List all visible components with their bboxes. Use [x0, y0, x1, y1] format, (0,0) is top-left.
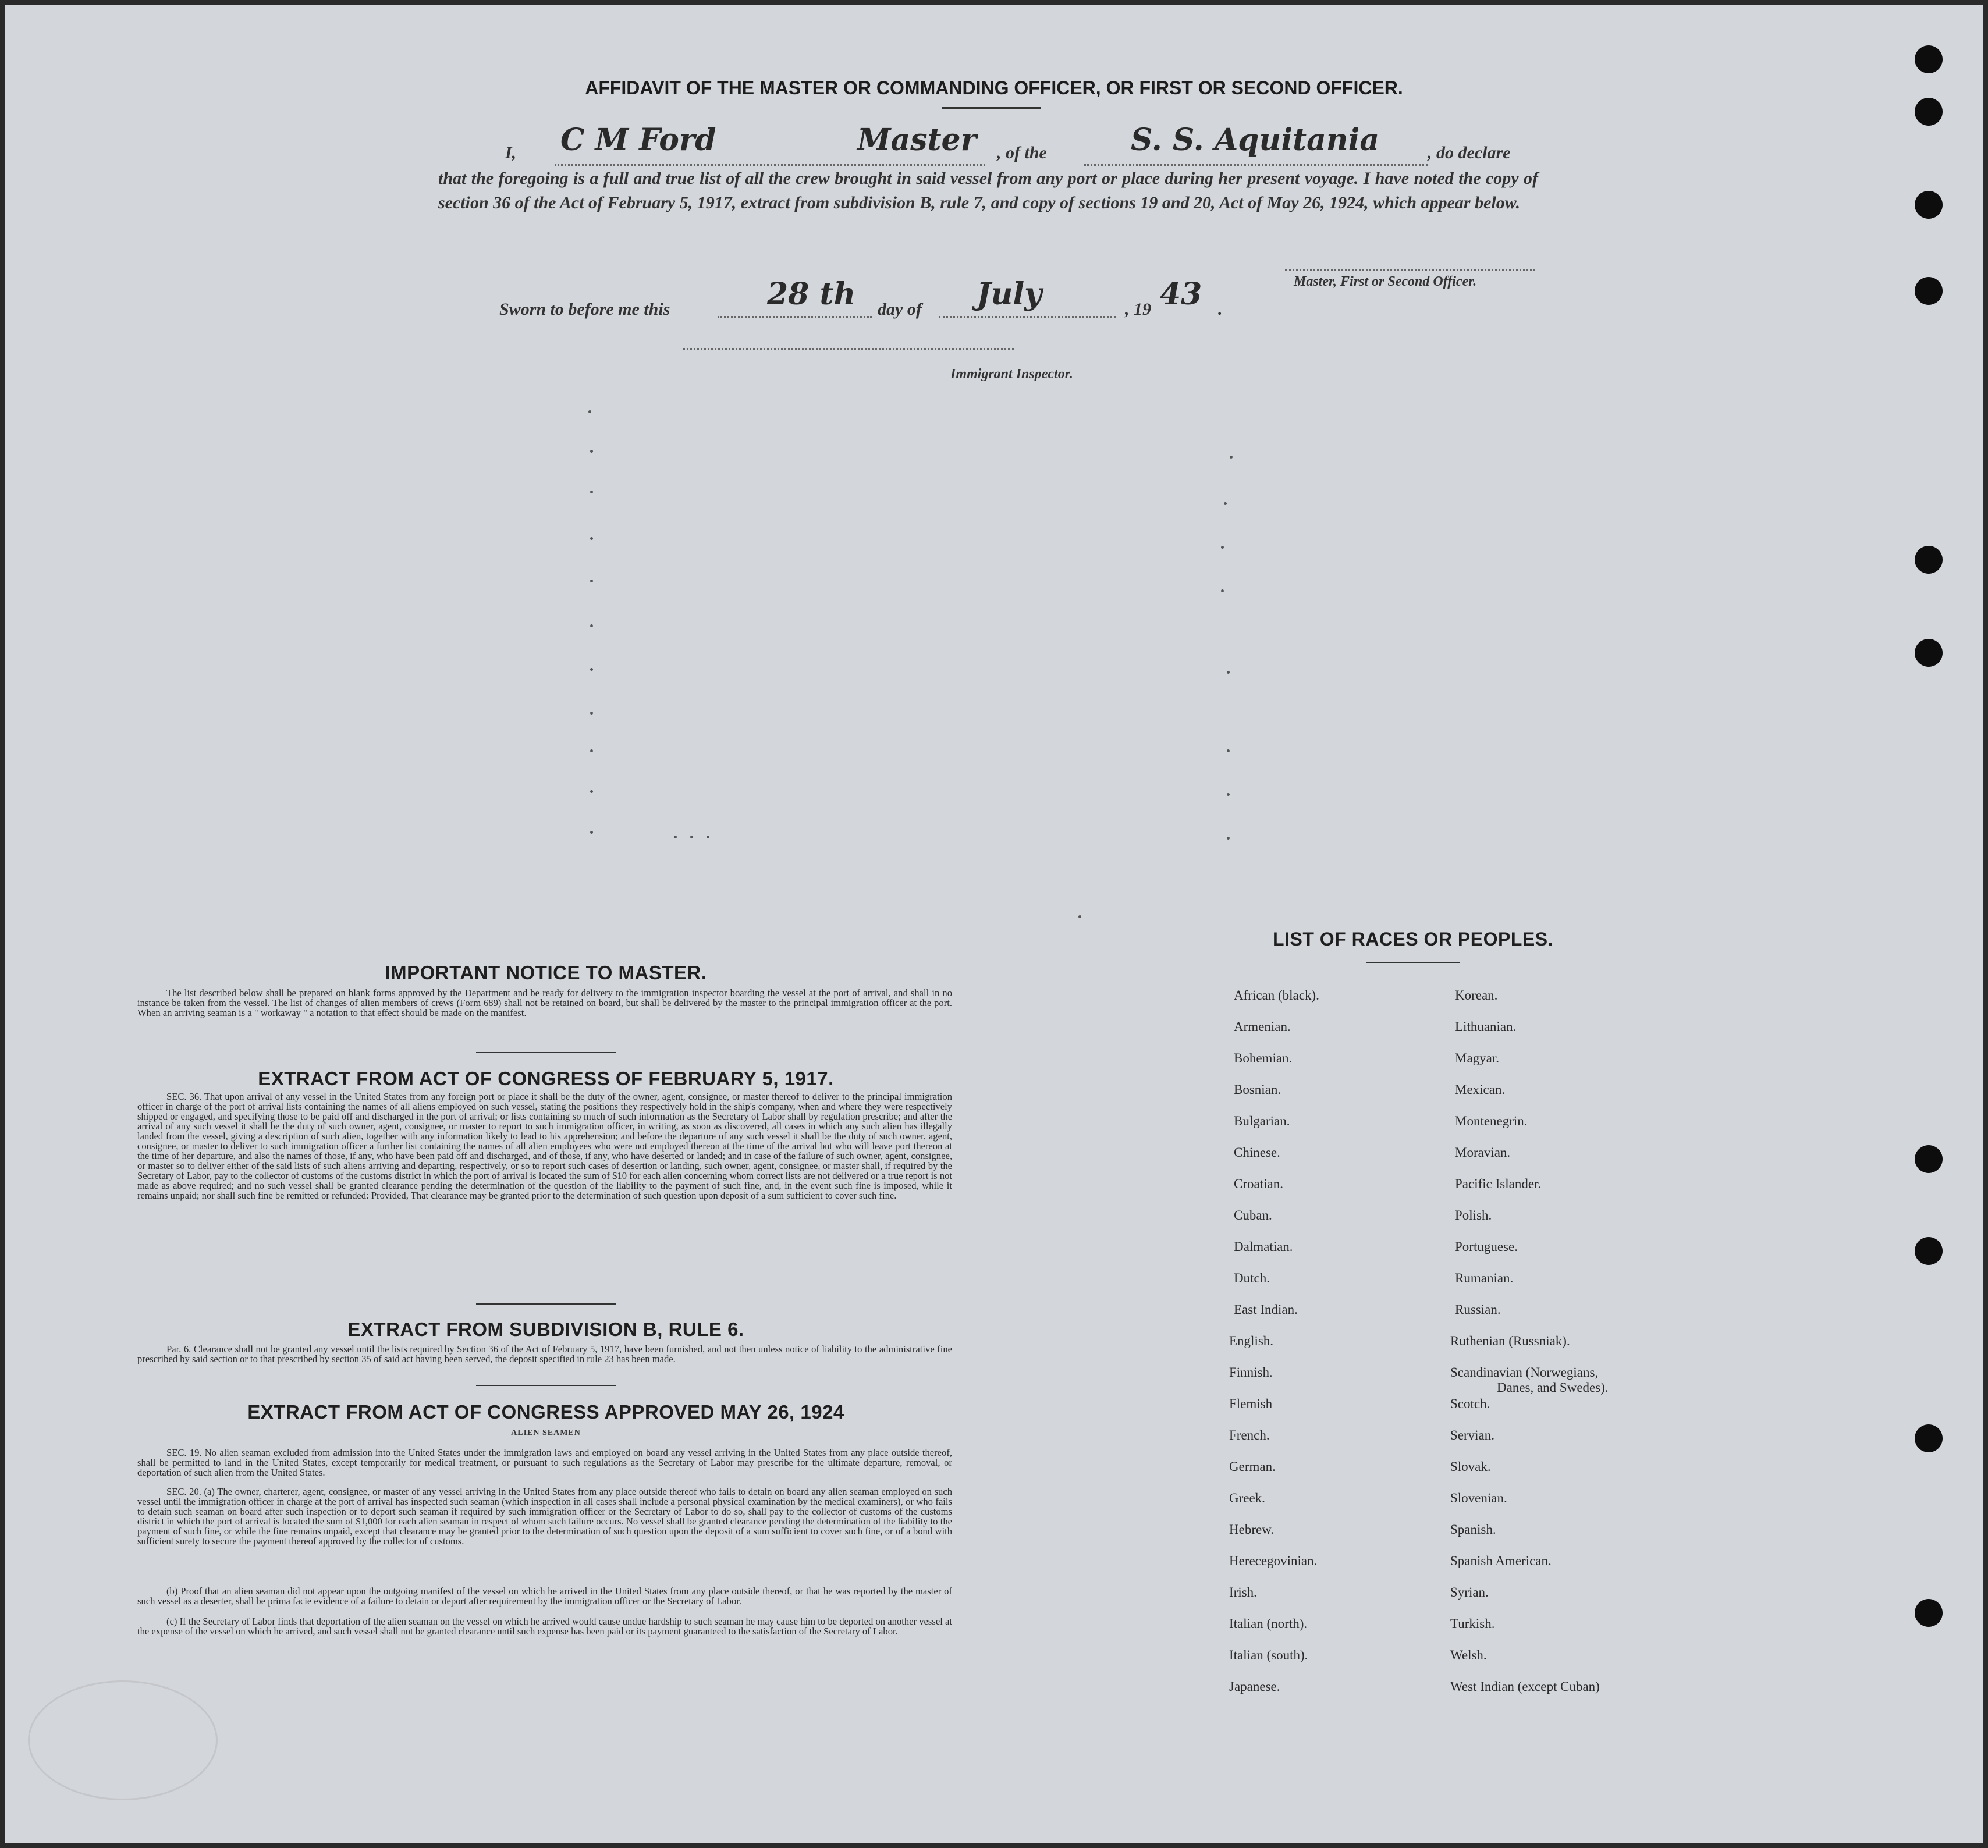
race-item: East Indian.	[1234, 1302, 1298, 1317]
notice-text: The list described below shall be prepared on blank forms approved by the Department and be ready for delivery to the immigration inspector boarding the vessel at the port of arrival, and shall in no instance be taken from the vessel. The list of changes of alien members of crews (Form 689) shall not be retained on board, but shall be delivered by the master to the principal immigration officer at the port. When an arriving seaman is a " workaway " a notation to that effect should be made on the manifest.	[137, 987, 952, 1018]
sworn-day: 28 th	[767, 276, 856, 312]
form-dot	[1224, 502, 1227, 505]
race-item: Spanish American.	[1450, 1554, 1552, 1568]
race-item: Danes, and Swedes).	[1497, 1380, 1609, 1395]
race-item: Mexican.	[1455, 1082, 1506, 1097]
inspector-label: Immigrant Inspector.	[950, 367, 1073, 382]
vessel-name: S. S. Aquitania	[1131, 122, 1380, 158]
race-item: Armenian.	[1234, 1019, 1291, 1034]
notice-heading: IMPORTANT NOTICE TO MASTER.	[385, 962, 707, 983]
form-dot	[1078, 915, 1081, 918]
punch-hole	[1915, 1424, 1943, 1452]
race-item: African (black).	[1234, 988, 1319, 1003]
title-rule	[942, 107, 1041, 109]
race-item: Bosnian.	[1234, 1082, 1281, 1097]
race-item: West Indian (except Cuban)	[1450, 1679, 1600, 1694]
extract-1924-sec19: SEC. 19. No alien seaman excluded from admission into the United States under the immigration laws and employed on board any vessel arriving in the United States from any place outside thereof, shall be permitted to land in the United States, except temporarily for medical treatment, or pursuant to such regulations as the Secretary of Labor may prescribe for the ultimate departure, removal, or deportation of such alien from the United States.	[137, 1447, 952, 1478]
races-heading: LIST OF RACES OR PEOPLES.	[1273, 929, 1553, 950]
race-item: Greek.	[1229, 1491, 1265, 1505]
affidavit-body: that the foregoing is a full and true list of all the crew brought in said vessel from any port or place during her present voyage. I have noted the copy of section 36 of the Act of February 5, 1917, extract from subdivision B, rule 7, and copy of sections 19 and 20, Act of May 26, 1924, which appear below.	[438, 169, 1538, 212]
form-dot	[707, 836, 709, 838]
race-item: German.	[1229, 1459, 1276, 1474]
affidavit-title: AFFIDAVIT OF THE MASTER OR COMMANDING OFFICER, OR FIRST OR SECOND OFFICER.	[585, 77, 1403, 98]
race-item: Cuban.	[1234, 1208, 1272, 1222]
race-item: Syrian.	[1450, 1585, 1489, 1600]
form-dot	[1221, 589, 1224, 592]
race-item: Irish.	[1229, 1585, 1257, 1600]
master-name: C M Ford	[560, 122, 716, 158]
race-item: Spanish.	[1450, 1522, 1496, 1537]
race-item: Bohemian.	[1234, 1051, 1293, 1065]
punch-hole	[1915, 546, 1943, 574]
race-item: Hebrew.	[1229, 1522, 1275, 1537]
do-declare-text: , do declare	[1428, 143, 1511, 162]
race-item: Slovenian.	[1450, 1491, 1507, 1505]
race-item: Slovak.	[1450, 1459, 1491, 1474]
form-dot	[590, 668, 593, 671]
race-item: Croatian.	[1234, 1177, 1283, 1191]
race-item: Flemish	[1229, 1396, 1273, 1411]
race-item: Moravian.	[1455, 1145, 1511, 1160]
race-item: Italian (north).	[1229, 1616, 1308, 1631]
race-item: Italian (south).	[1229, 1648, 1308, 1662]
race-item: Chinese.	[1234, 1145, 1280, 1160]
race-item: Dutch.	[1234, 1271, 1270, 1285]
extract-1924-subheading: ALIEN SEAMEN	[511, 1428, 581, 1437]
punch-hole	[1915, 191, 1943, 219]
form-dot	[590, 537, 593, 540]
race-item: Magyar.	[1455, 1051, 1500, 1065]
race-item: Servian.	[1450, 1428, 1495, 1442]
stamp-impression	[28, 1680, 218, 1800]
race-item: Portuguese.	[1455, 1239, 1518, 1254]
year-end: .	[1218, 300, 1223, 319]
sworn-prefix: Sworn to before me this	[499, 300, 670, 319]
punch-hole	[1915, 1145, 1943, 1173]
form-dot	[590, 624, 593, 627]
name-line	[555, 164, 985, 166]
punch-hole	[1915, 45, 1943, 73]
form-dot	[1227, 793, 1230, 796]
form-dot	[590, 450, 593, 453]
pronoun: I,	[505, 143, 517, 162]
race-item: Ruthenian (Russniak).	[1450, 1334, 1570, 1348]
race-item: Russian.	[1455, 1302, 1501, 1317]
sworn-year: 43	[1160, 276, 1202, 312]
form-dot	[590, 491, 593, 493]
sworn-month: July	[977, 276, 1042, 312]
race-item: Scotch.	[1450, 1396, 1490, 1411]
races-rule	[1366, 962, 1460, 963]
form-dot	[1227, 749, 1230, 752]
punch-hole	[1915, 1599, 1943, 1627]
sworn-day-line	[718, 316, 872, 318]
race-item: Scandinavian (Norwegians,	[1450, 1365, 1599, 1380]
day-of-text: day of	[878, 300, 922, 319]
section-rule	[476, 1052, 616, 1053]
section-rule	[476, 1303, 616, 1305]
race-item: Lithuanian.	[1455, 1019, 1517, 1034]
affidavit-declaration-line	[438, 122, 1544, 169]
form-dot	[1227, 837, 1230, 840]
form-dot	[588, 410, 591, 413]
race-item: Herecegovinian.	[1229, 1554, 1318, 1568]
sworn-month-line	[939, 316, 1116, 318]
form-dot	[674, 836, 677, 838]
punch-hole	[1915, 277, 1943, 305]
vessel-line	[1084, 164, 1428, 166]
punch-hole	[1915, 639, 1943, 667]
race-item: Rumanian.	[1455, 1271, 1514, 1285]
punch-hole	[1915, 1237, 1943, 1265]
race-item: Pacific Islander.	[1455, 1177, 1542, 1191]
extract-rule6-heading: EXTRACT FROM SUBDIVISION B, RULE 6.	[347, 1319, 744, 1340]
form-dot	[1227, 671, 1230, 674]
punch-hole	[1915, 98, 1943, 126]
extract-1917-text: SEC. 36. That upon arrival of any vessel in the United States from any foreign port or place it shall be the duty of the owner, agent, consignee, or master thereof to deliver to the principal immigration officer in charge of the port of arrival lists containing the names of all aliens employed on such vessel, stating the positions they respectively hold in the ship's company, when and where they were respectively shipped or engaged, and specifying those to be paid off and discharged in the port of arrival; or lists containing so much of such information as the Secretary of Labor shall by regulation prescribe; and after the arrival of any such vessel it shall be the duty of such owner, agent, consignee, or master to report to such immigration officer, in writing, as soon as discovered, all cases in which any such alien has illegally landed from the vessel, giving a description of such alien, together with any information likely to lead to his apprehension; and before the departure of any such vessel it shall be the duty of such owner, agent, consignee, or master to deliver to such immigration officer a further list containing the names of all alien employees who were not employed thereon at the time of the arrival but who will leave port thereon at the time of her departure, and also the names of those, if any, who have been paid off and discharged, and of those, if any, who have deserted or landed; and in case of the failure of such owner, agent, consignee, or master so to deliver either of the said lists of such aliens arriving and departing, respectively, or so to report such cases of desertion or landing, such owner, agent, consignee, or master shall, if required by the Secretary of Labor, pay to the collector of customs of the customs district in which the port of arrival is located the sum of $10 for each alien concerning whom correct lists are not delivered or a true report is not made as above required; and no such vessel shall be granted clearance pending the determination of the question of the liability to the payment of such fine, and, in the event such fine is imposed, while it remains unpaid; nor shall such fine be remitted or refunded: Provided, That clearance may be granted prior to the determination of such question upon deposit of a sum sufficient to cover such fine.	[137, 1091, 952, 1201]
race-item: Bulgarian.	[1234, 1114, 1290, 1128]
extract-1917-heading: EXTRACT FROM ACT OF CONGRESS OF FEBRUARY 5, 1917.	[258, 1068, 834, 1089]
extract-1924-heading: EXTRACT FROM ACT OF CONGRESS APPROVED MAY 26, 1924	[247, 1401, 844, 1423]
section-rule	[476, 1385, 616, 1386]
extract-1924-sec20b: (b) Proof that an alien seaman did not appear upon the outgoing manifest of the vessel on which he arrived in the United States from any place outside thereof, or that he was reported by the master of such vessel as a deserter, shall be prima facie evidence of a failure to detain or deport after requirement by the immigration officer or the Secretary of Labor.	[137, 1586, 952, 1607]
form-dot	[590, 831, 593, 834]
master-signature-label: Master, First or Second Officer.	[1294, 274, 1477, 289]
form-dot	[1221, 546, 1224, 549]
inspector-signature-line	[683, 348, 1014, 350]
year-prefix: , 19	[1125, 300, 1151, 319]
extract-1924-sec20a: SEC. 20. (a) The owner, charterer, agent, consignee, or master of any vessel arriving in the United States from any place outside thereof who fails to detain on board any alien seaman employed on such vessel until the immigration officer in charge at the port of arrival has inspected such seaman (which inspection in all cases shall include a personal physical examination by the medical examiners), or who fails to detain such seaman on board after such inspection or to deport such seaman if required by such immigration officer or the Secretary of Labor to do so, shall pay to the collector of customs of the customs district in which the port of arrival is located the sum of $1,000 for each alien seaman in respect of whom such failure occurs. No vessel shall be granted clearance pending the determination of the liability to the payment of such fine, or while the fine remains unpaid, except that clearance may be granted prior to the determination of such question upon the deposit of a sum sufficient to cover such fine, or of a bond with sufficient surety to secure the payment thereof approved by the collector of customs.	[137, 1486, 952, 1547]
extract-rule6-text: Par. 6. Clearance shall not be granted any vessel until the lists required by Section 36 of the Act of February 5, 1917, have been furnished, and not then unless notice of liability to the administrative fine prescribed by said section or to that prescribed by section 35 of said act having been served, the deposit specified in rule 23 has been made.	[137, 1344, 952, 1364]
form-dot	[590, 580, 593, 582]
of-the-text: , of the	[997, 143, 1047, 162]
form-dot	[690, 836, 693, 838]
race-item: Montenegrin.	[1455, 1114, 1528, 1128]
form-dot	[590, 749, 593, 752]
document-page	[5, 5, 1983, 1843]
race-item: Welsh.	[1450, 1648, 1487, 1662]
form-dot	[1230, 456, 1233, 459]
extract-1924-sec20c: (c) If the Secretary of Labor finds that deportation of the alien seaman on the vessel on which he arrived would cause undue hardship to such seaman he may cause him to be deported on another vessel at the expense of the vessel on which he arrived, and such vessel shall not be granted clearance until such expense has been paid or its payment guaranteed to the satisfaction of the Secretary of Labor.	[137, 1616, 952, 1637]
race-item: Finnish.	[1229, 1365, 1273, 1380]
master-signature-line	[1285, 269, 1535, 271]
race-item: Japanese.	[1229, 1679, 1280, 1694]
race-item: French.	[1229, 1428, 1270, 1442]
race-item: Turkish.	[1450, 1616, 1495, 1631]
form-dot	[590, 790, 593, 793]
form-dot	[590, 712, 593, 715]
race-item: Korean.	[1455, 988, 1498, 1003]
race-item: Dalmatian.	[1234, 1239, 1293, 1254]
race-item: English.	[1229, 1334, 1274, 1348]
master-rank: Master	[857, 122, 977, 158]
race-item: Polish.	[1455, 1208, 1492, 1222]
